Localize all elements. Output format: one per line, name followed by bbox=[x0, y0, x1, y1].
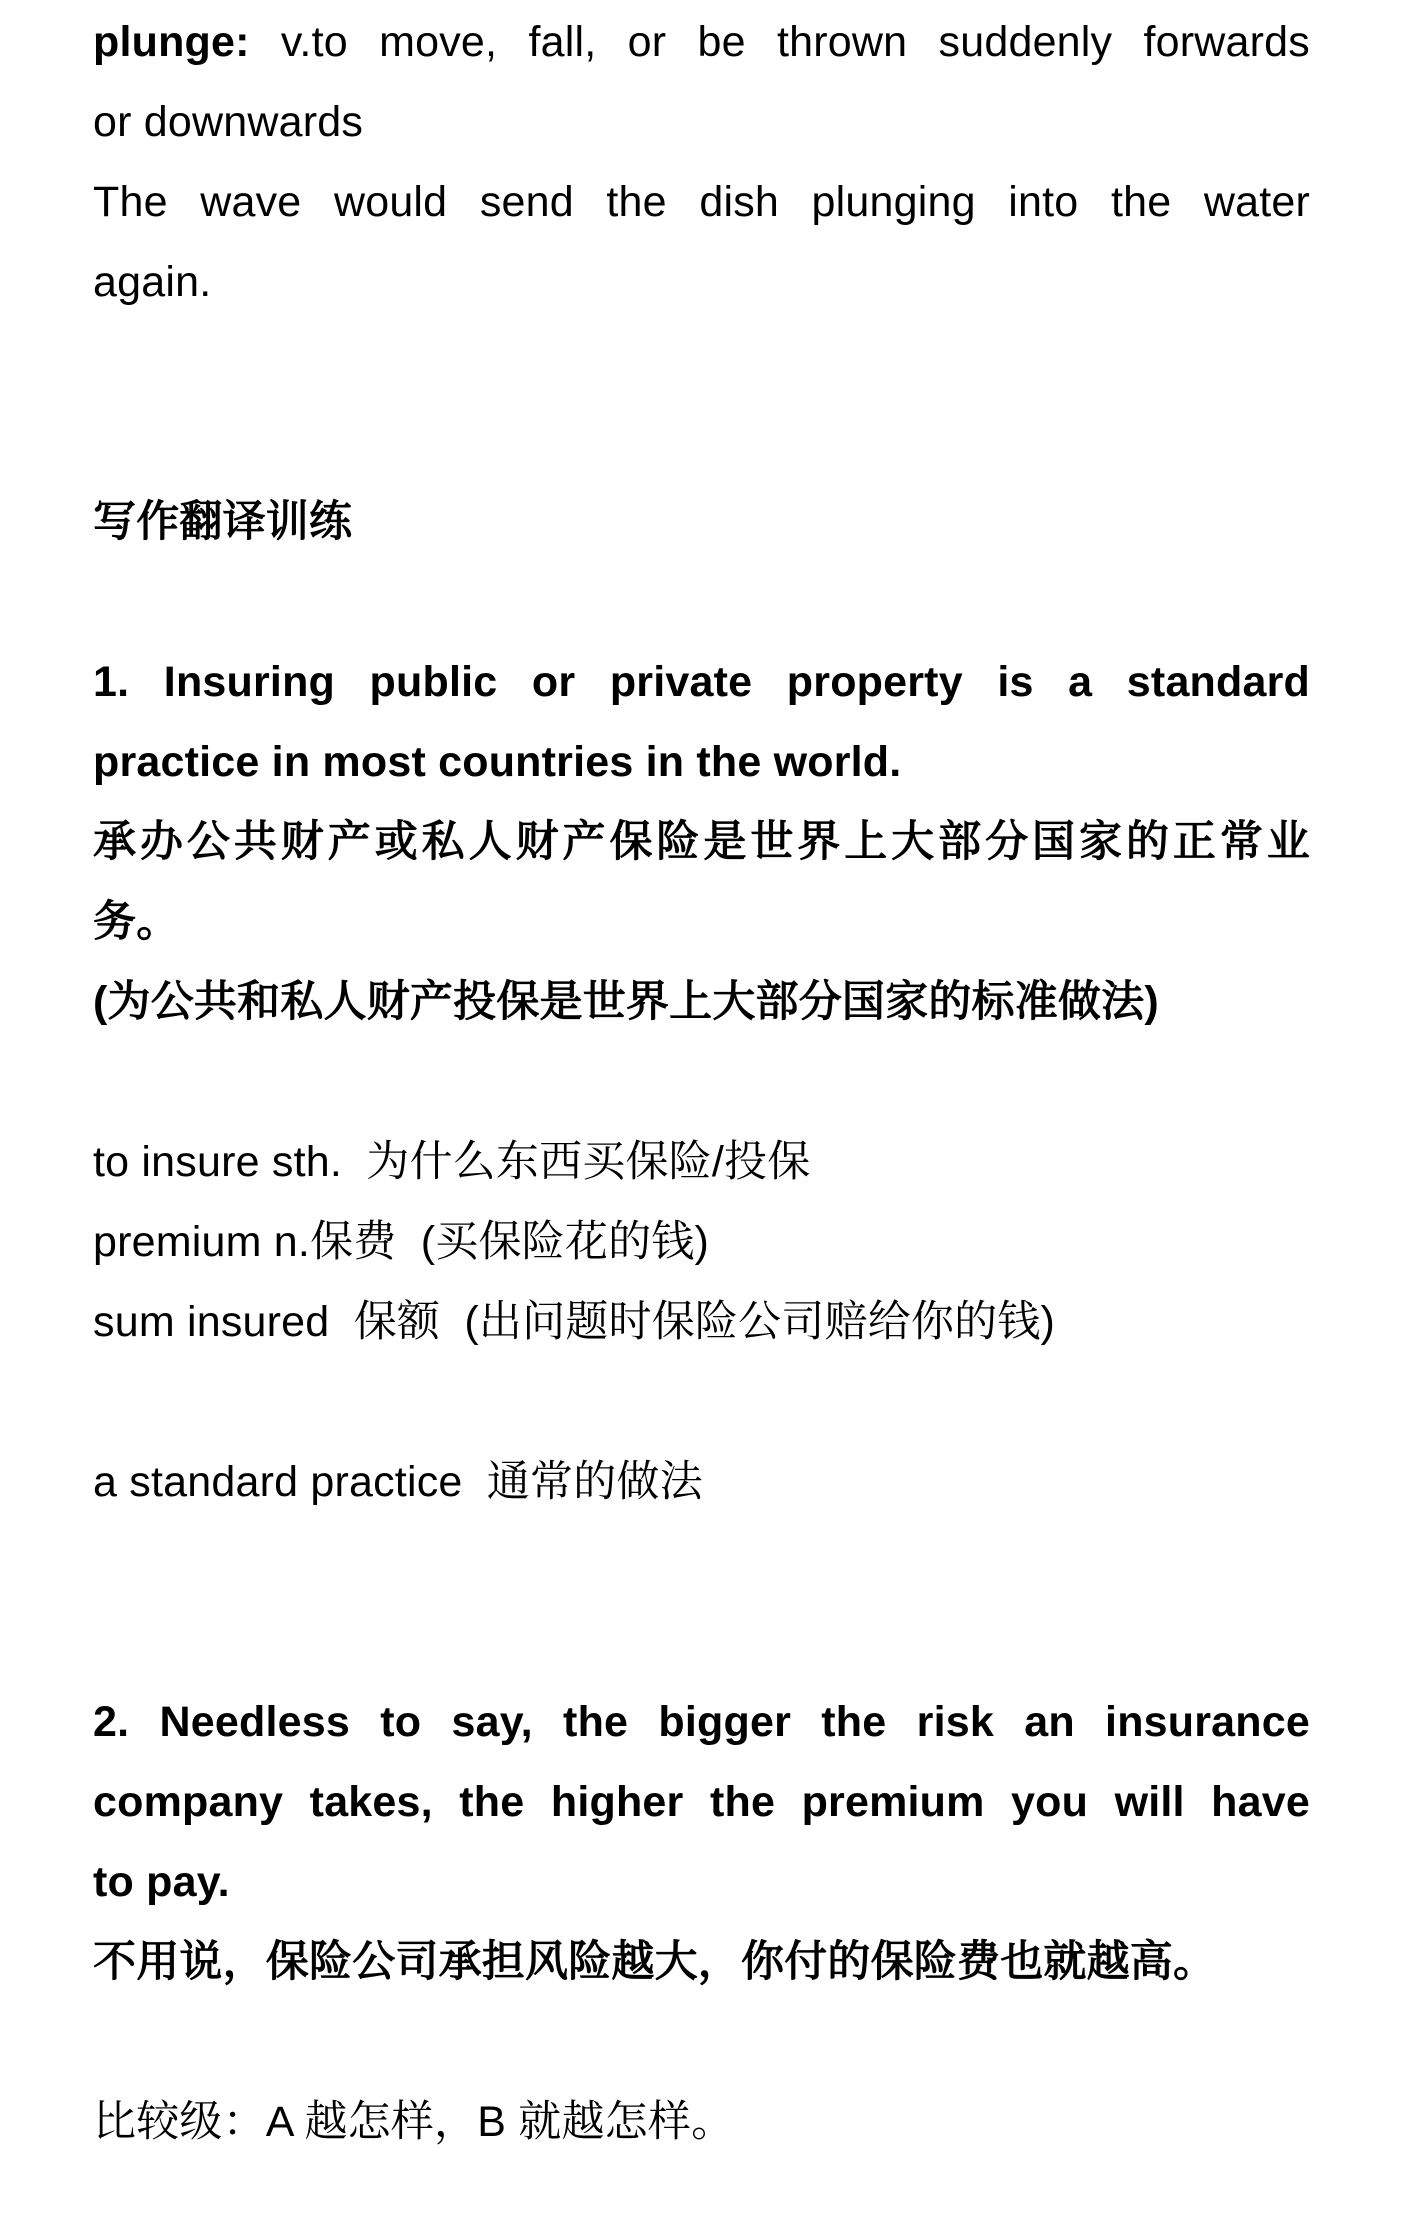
spacer bbox=[93, 562, 1310, 642]
section-heading: 写作翻译训练 bbox=[93, 498, 353, 546]
spacer bbox=[93, 2002, 1310, 2082]
spacer bbox=[93, 1362, 1310, 1442]
vocab-definition-line-1 bbox=[93, 2, 1310, 82]
vocab-note-sum-insured: sum insured 保额 (出问题时保险公司赔给你的钱) bbox=[93, 1298, 1056, 1346]
item1-chinese-line-2: 务。 bbox=[93, 898, 180, 946]
vocab-note-insure: to insure sth. 为什么东西买保险/投保 bbox=[93, 1138, 811, 1186]
item1-alt-translation: (为公共和私人财产投保是世界上大部分国家的标准做法) bbox=[93, 978, 1159, 1026]
vocab-note-premium: premium n.保费 (买保险花的钱) bbox=[93, 1218, 709, 1266]
item2-english-line-2: company takes, the higher the premium you will have bbox=[93, 1778, 1310, 1826]
item2-english-line-1: 2. Needless to say, the bigger the risk an insurance bbox=[93, 1698, 1310, 1746]
grammar-note: 比较级：A 越怎样，B 就越怎样。 bbox=[93, 2098, 735, 2146]
item1-english-line-1: 1. Insuring public or private property is a standard bbox=[93, 658, 1310, 706]
vocab-example-line-1: The wave would send the dish plunging into the water bbox=[93, 178, 1310, 226]
item2-english-line-3: to pay. bbox=[93, 1858, 230, 1906]
item1-english-line-2: practice in most countries in the world. bbox=[93, 738, 902, 786]
phrase-note: a standard practice 通常的做法 bbox=[93, 1458, 703, 1506]
spacer bbox=[93, 1042, 1310, 1122]
spacer bbox=[93, 1522, 1310, 1682]
item2-chinese-line: 不用说，保险公司承担风险越大，你付的保险费也就越高。 bbox=[93, 1938, 1217, 1986]
vocab-definition-text: v.to move, fall, or be thrown suddenly forwards bbox=[249, 18, 1310, 66]
vocab-term: plunge: bbox=[93, 18, 250, 66]
item1-chinese-line-1: 承办公共财产或私人财产保险是世界上大部分国家的正常业 bbox=[93, 818, 1310, 866]
spacer bbox=[93, 322, 1310, 482]
vocab-definition-line-2: or downwards bbox=[93, 98, 364, 146]
vocab-example-line-2: again. bbox=[93, 258, 212, 306]
